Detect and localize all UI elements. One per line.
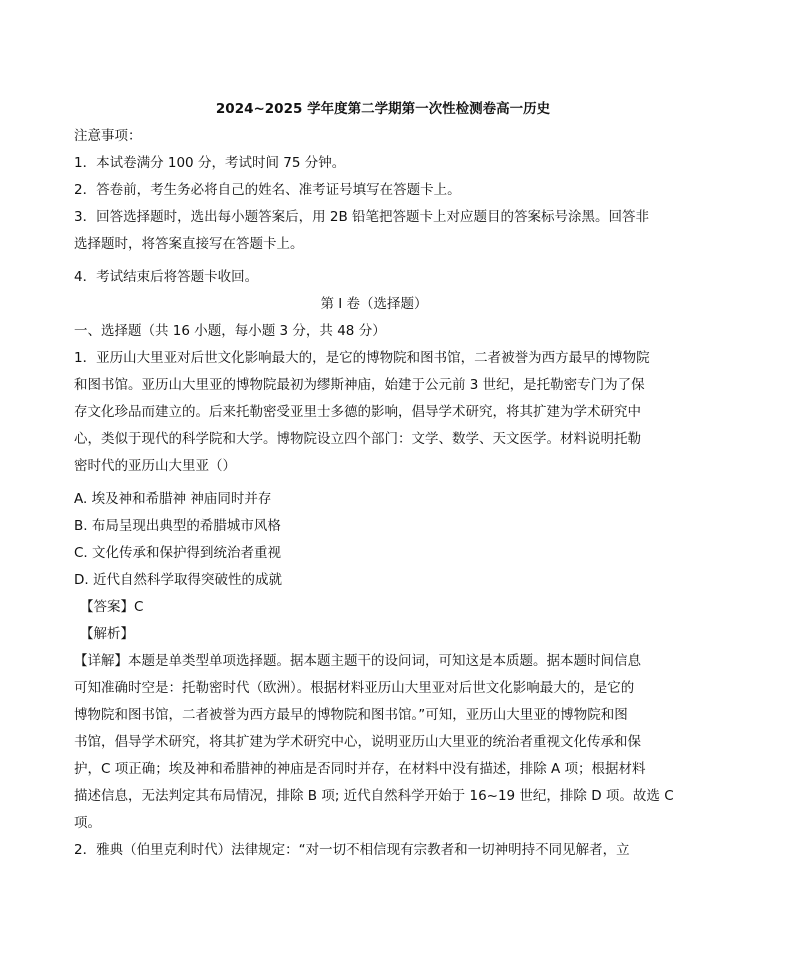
part-title: 第 I 卷（选择题） bbox=[320, 296, 428, 312]
option-a: A. 埃及神和希腊神 神庙同时并存 bbox=[74, 491, 272, 507]
notice-item-4: 4．考试结束后将答题卡收回。 bbox=[74, 269, 259, 285]
analysis-line: 项。 bbox=[74, 815, 101, 831]
analysis-line: 书馆，倡导学术研究，将其扩建为学术研究中心，说明亚历山大里亚的统治者重视文化传承和保 bbox=[74, 734, 641, 750]
analysis-heading: 【解析】 bbox=[80, 626, 134, 642]
answer-label: 【答案】C bbox=[80, 599, 144, 615]
notice-item-2: 2．答卷前，考生务必将自己的姓名、准考证号填写在答题卡上。 bbox=[74, 182, 461, 198]
question-1-line: 心，类似于现代的科学院和大学。博物院设立四个部门：文学、数学、天文医学。材料说明托勒 bbox=[74, 431, 641, 447]
analysis-body bbox=[74, 648, 674, 837]
question-1-line: 存文化珍品而建立的。后来托勒密受亚里士多德的影响，倡导学术研究，将其扩建为学术研究中 bbox=[74, 404, 641, 420]
question-1-stem bbox=[74, 345, 674, 480]
section-heading: 一、选择题（共 16 小题，每小题 3 分，共 48 分） bbox=[74, 323, 386, 339]
question-1-options bbox=[74, 486, 674, 594]
option-b: B. 布局呈现出典型的希腊城市风格 bbox=[74, 518, 281, 534]
notice-item-3: 3．回答选择题时，选出每小题答案后，用 2B 铅笔把答题卡上对应题目的答案标号涂黑。回答非 bbox=[74, 209, 650, 225]
notice-item-1: 1．本试卷满分 100 分，考试时间 75 分钟。 bbox=[74, 155, 346, 171]
analysis-line: 描述信息，无法判定其布局情况，排除 B 项; 近代自然科学开始于 16~19 世纪，排除 D 项。故选 C bbox=[74, 788, 674, 804]
analysis-line: 【详解】本题是单类型单项选择题。据本题主题干的设问词，可知这是本质题。据本题时间信息 bbox=[74, 653, 641, 669]
question-1-line: 密时代的亚历山大里亚（） bbox=[74, 458, 236, 474]
question-1-line: 1．亚历山大里亚对后世文化影响最大的，是它的博物院和图书馆，二者被誉为西方最早的博物院 bbox=[74, 350, 650, 366]
option-c: C. 文化传承和保护得到统治者重视 bbox=[74, 545, 282, 561]
analysis-line: 可知准确时空是：托勒密时代（欧洲）。根据材料亚历山大里亚对后世文化影响最大的，是它的 bbox=[74, 680, 635, 696]
question-1-line: 和图书馆。亚历山大里亚的博物院最初为缪斯神庙，始建于公元前 3 世纪，是托勒密专门为了保 bbox=[74, 377, 645, 393]
exam-title: 2024~2025 学年度第二学期第一次性检测卷高一历史 bbox=[215, 101, 551, 117]
notice-item-3-cont: 选择题时，将答案直接写在答题卡上。 bbox=[74, 236, 304, 252]
notice-heading: 注意事项： bbox=[74, 128, 142, 144]
question-2-stem: 2．雅典（伯里克利时代）法律规定：“对一切不相信现有宗教者和一切神明持不同见解者，立 bbox=[74, 842, 630, 858]
document-content bbox=[74, 96, 674, 864]
analysis-line: 博物院和图书馆，二者被誉为西方最早的博物院和图书馆。”可知，亚历山大里亚的博物院和图 bbox=[74, 707, 628, 723]
analysis-line: 护，C 项正确；埃及神和希腊神的神庙是否同时并存，在材料中没有描述，排除 A 项；根据材料 bbox=[74, 761, 646, 777]
option-d: D. 近代自然科学取得突破性的成就 bbox=[74, 572, 282, 588]
